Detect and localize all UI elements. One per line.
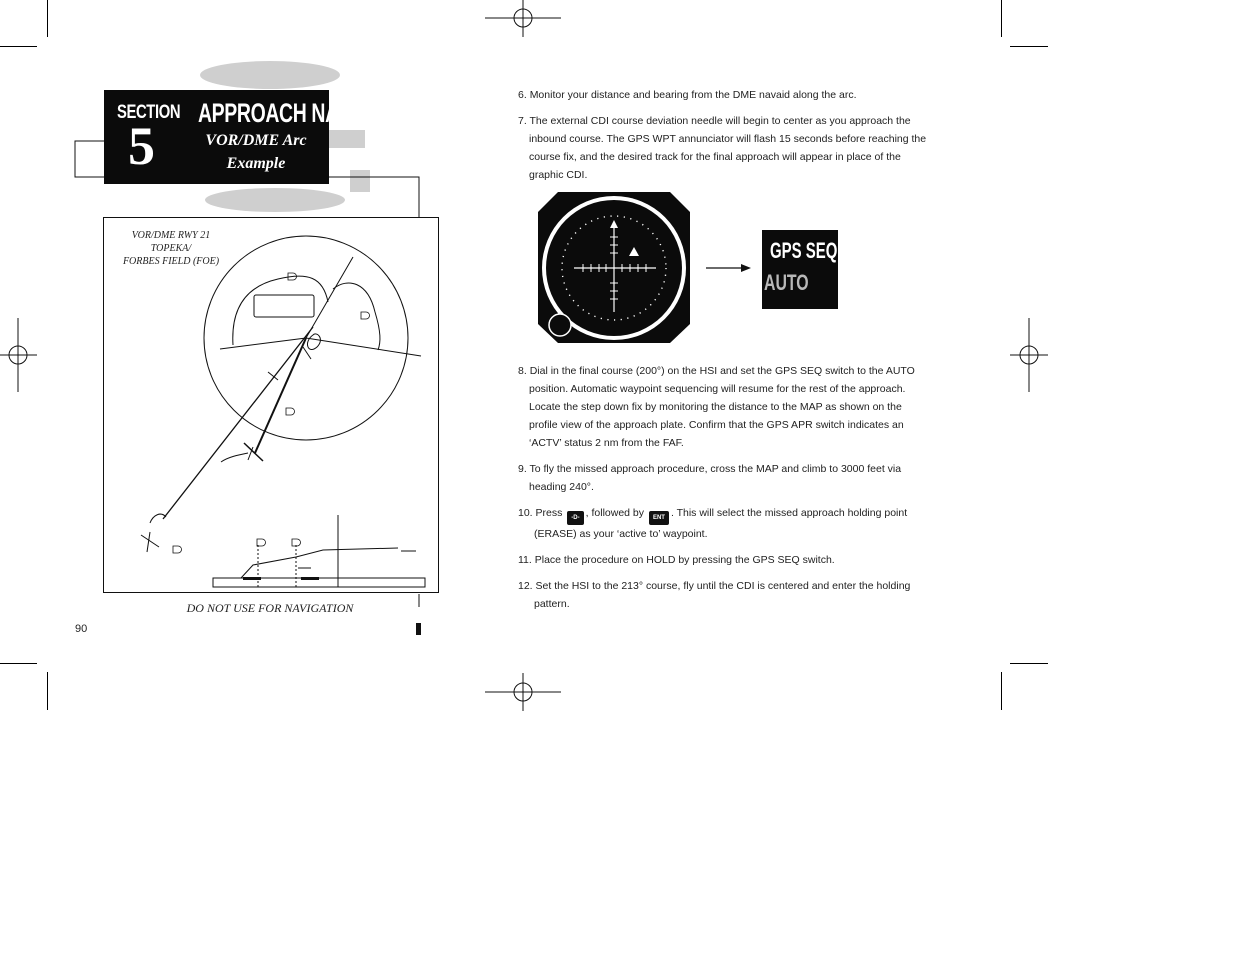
- page-number: 90: [75, 623, 88, 635]
- step-10-number: 10.: [518, 507, 533, 519]
- section-subtitle-2: Example: [226, 155, 286, 172]
- step-8-number: 8.: [518, 365, 527, 377]
- step-12-number: 12.: [518, 580, 533, 592]
- chart-caption-line-2: TOPEKA/: [150, 243, 192, 254]
- step-6-number: 6.: [518, 89, 527, 101]
- step-11-number: 11.: [518, 554, 532, 566]
- step-7: [518, 112, 928, 184]
- step-11: [518, 551, 928, 569]
- step-9-text: To fly the missed approach procedure, cross the MAP and climb to 3000 feet via heading 240°.: [529, 463, 902, 493]
- obs-knob-icon: [549, 314, 571, 336]
- approach-plate-drawing: [103, 217, 439, 593]
- direct-to-key-icon: -D-: [567, 511, 583, 525]
- annunciator-gps-seq: GPS SEQ: [770, 238, 838, 263]
- section-label: SECTION: [117, 102, 181, 123]
- step-6: [518, 86, 928, 104]
- step-7-text: The external CDI course deviation needle will begin to center as you approach the inbound course. The GPS WPT annunciator will flash 15 seconds before reaching the course fix, and the desired track for the final approach will appear in place of the graphic CDI.: [529, 115, 927, 181]
- step-12-text: Set the HSI to the 213° course, fly until the CDI is centered and enter the holding pattern.: [534, 580, 911, 610]
- step-10-text: . This will select the missed approach holding point (ERASE) as your ‘active to’ waypoint.: [534, 507, 908, 540]
- step-10-followed: , followed by: [585, 507, 645, 519]
- step-9: [518, 460, 928, 496]
- step-10: [518, 504, 928, 543]
- cdi-instrument: [538, 192, 693, 344]
- step-10-press: Press: [535, 507, 563, 519]
- section-title: APPROACH NAV: [198, 98, 350, 128]
- chart-caption-line-3: FORBES FIELD (FOE): [122, 256, 220, 267]
- step-11-text: Place the procedure on HOLD by pressing the GPS SEQ switch.: [534, 554, 835, 566]
- enter-key-icon: ENT: [649, 511, 669, 525]
- step-7-number: 7.: [518, 115, 527, 127]
- right-arrow-icon: [705, 262, 753, 274]
- steps-list-bottom: [518, 362, 928, 621]
- annunciator-auto: AUTO: [764, 270, 809, 295]
- chart-caption-line-1: VOR/DME RWY 21: [131, 230, 211, 241]
- section-number: 5: [128, 116, 155, 176]
- step-9-number: 9.: [518, 463, 527, 475]
- step-12: [518, 577, 928, 613]
- navigation-disclaimer: DO NOT USE FOR NAVIGATION: [186, 601, 354, 615]
- gps-seq-annunciator: [762, 230, 838, 309]
- step-8-text: Dial in the final course (200°) on the HSI and set the GPS SEQ switch to the AUTO position. Automatic waypoint sequencing will resume for the rest of the approach. Locate the step down fix by monitoring the distance to the MAP as shown on the profile view of the approach plate. Confirm that the GPS APR switch indicates an ‘ACTV’ status 2 nm from the FAF.: [529, 365, 915, 449]
- step-8: [518, 362, 928, 452]
- section-subtitle-1: VOR/DME Arc: [205, 132, 307, 149]
- step-6-text: Monitor your distance and bearing from the DME navaid along the arc.: [529, 89, 857, 101]
- steps-list-top: [518, 86, 928, 192]
- section-header: [104, 90, 350, 184]
